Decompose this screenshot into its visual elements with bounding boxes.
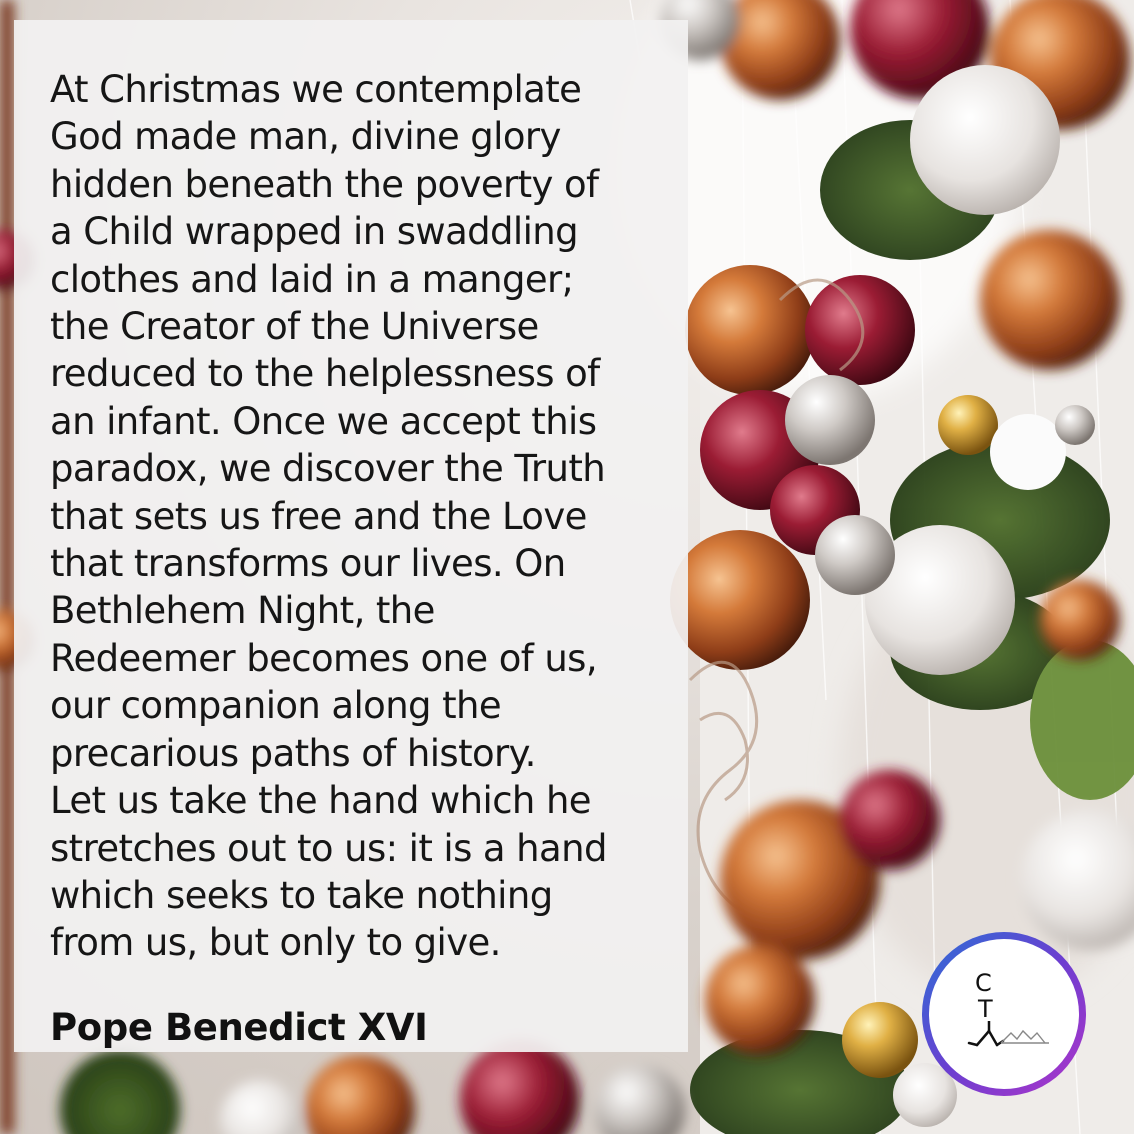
ministry-logo (922, 932, 1086, 1096)
walking-figure-icon (967, 1021, 1057, 1061)
quote-text: At Christmas we contemplate God made man, divine glory hidden beneath the poverty of a Child wrapped in swaddling clothes and laid in a manger; the Creator of the Universe reduced to the helplessness of an infant. Once we accept this paradox, we discover the Truth that sets us free and the Love that transforms our lives. On Bethlehem Night, the Redeemer becomes one of us, our companion along the precarious paths of history. Let us take the hand which he stretches out to us: it is a hand which seeks to take nothing from us, but only to give. (50, 68, 607, 965)
logo-letter-c: C (975, 969, 992, 997)
quote-author: Pope Benedict XVI (50, 1005, 428, 1049)
logo-inner-circle (929, 939, 1079, 1089)
logo-letter-t: T (978, 995, 993, 1023)
quote-card (14, 20, 688, 1052)
